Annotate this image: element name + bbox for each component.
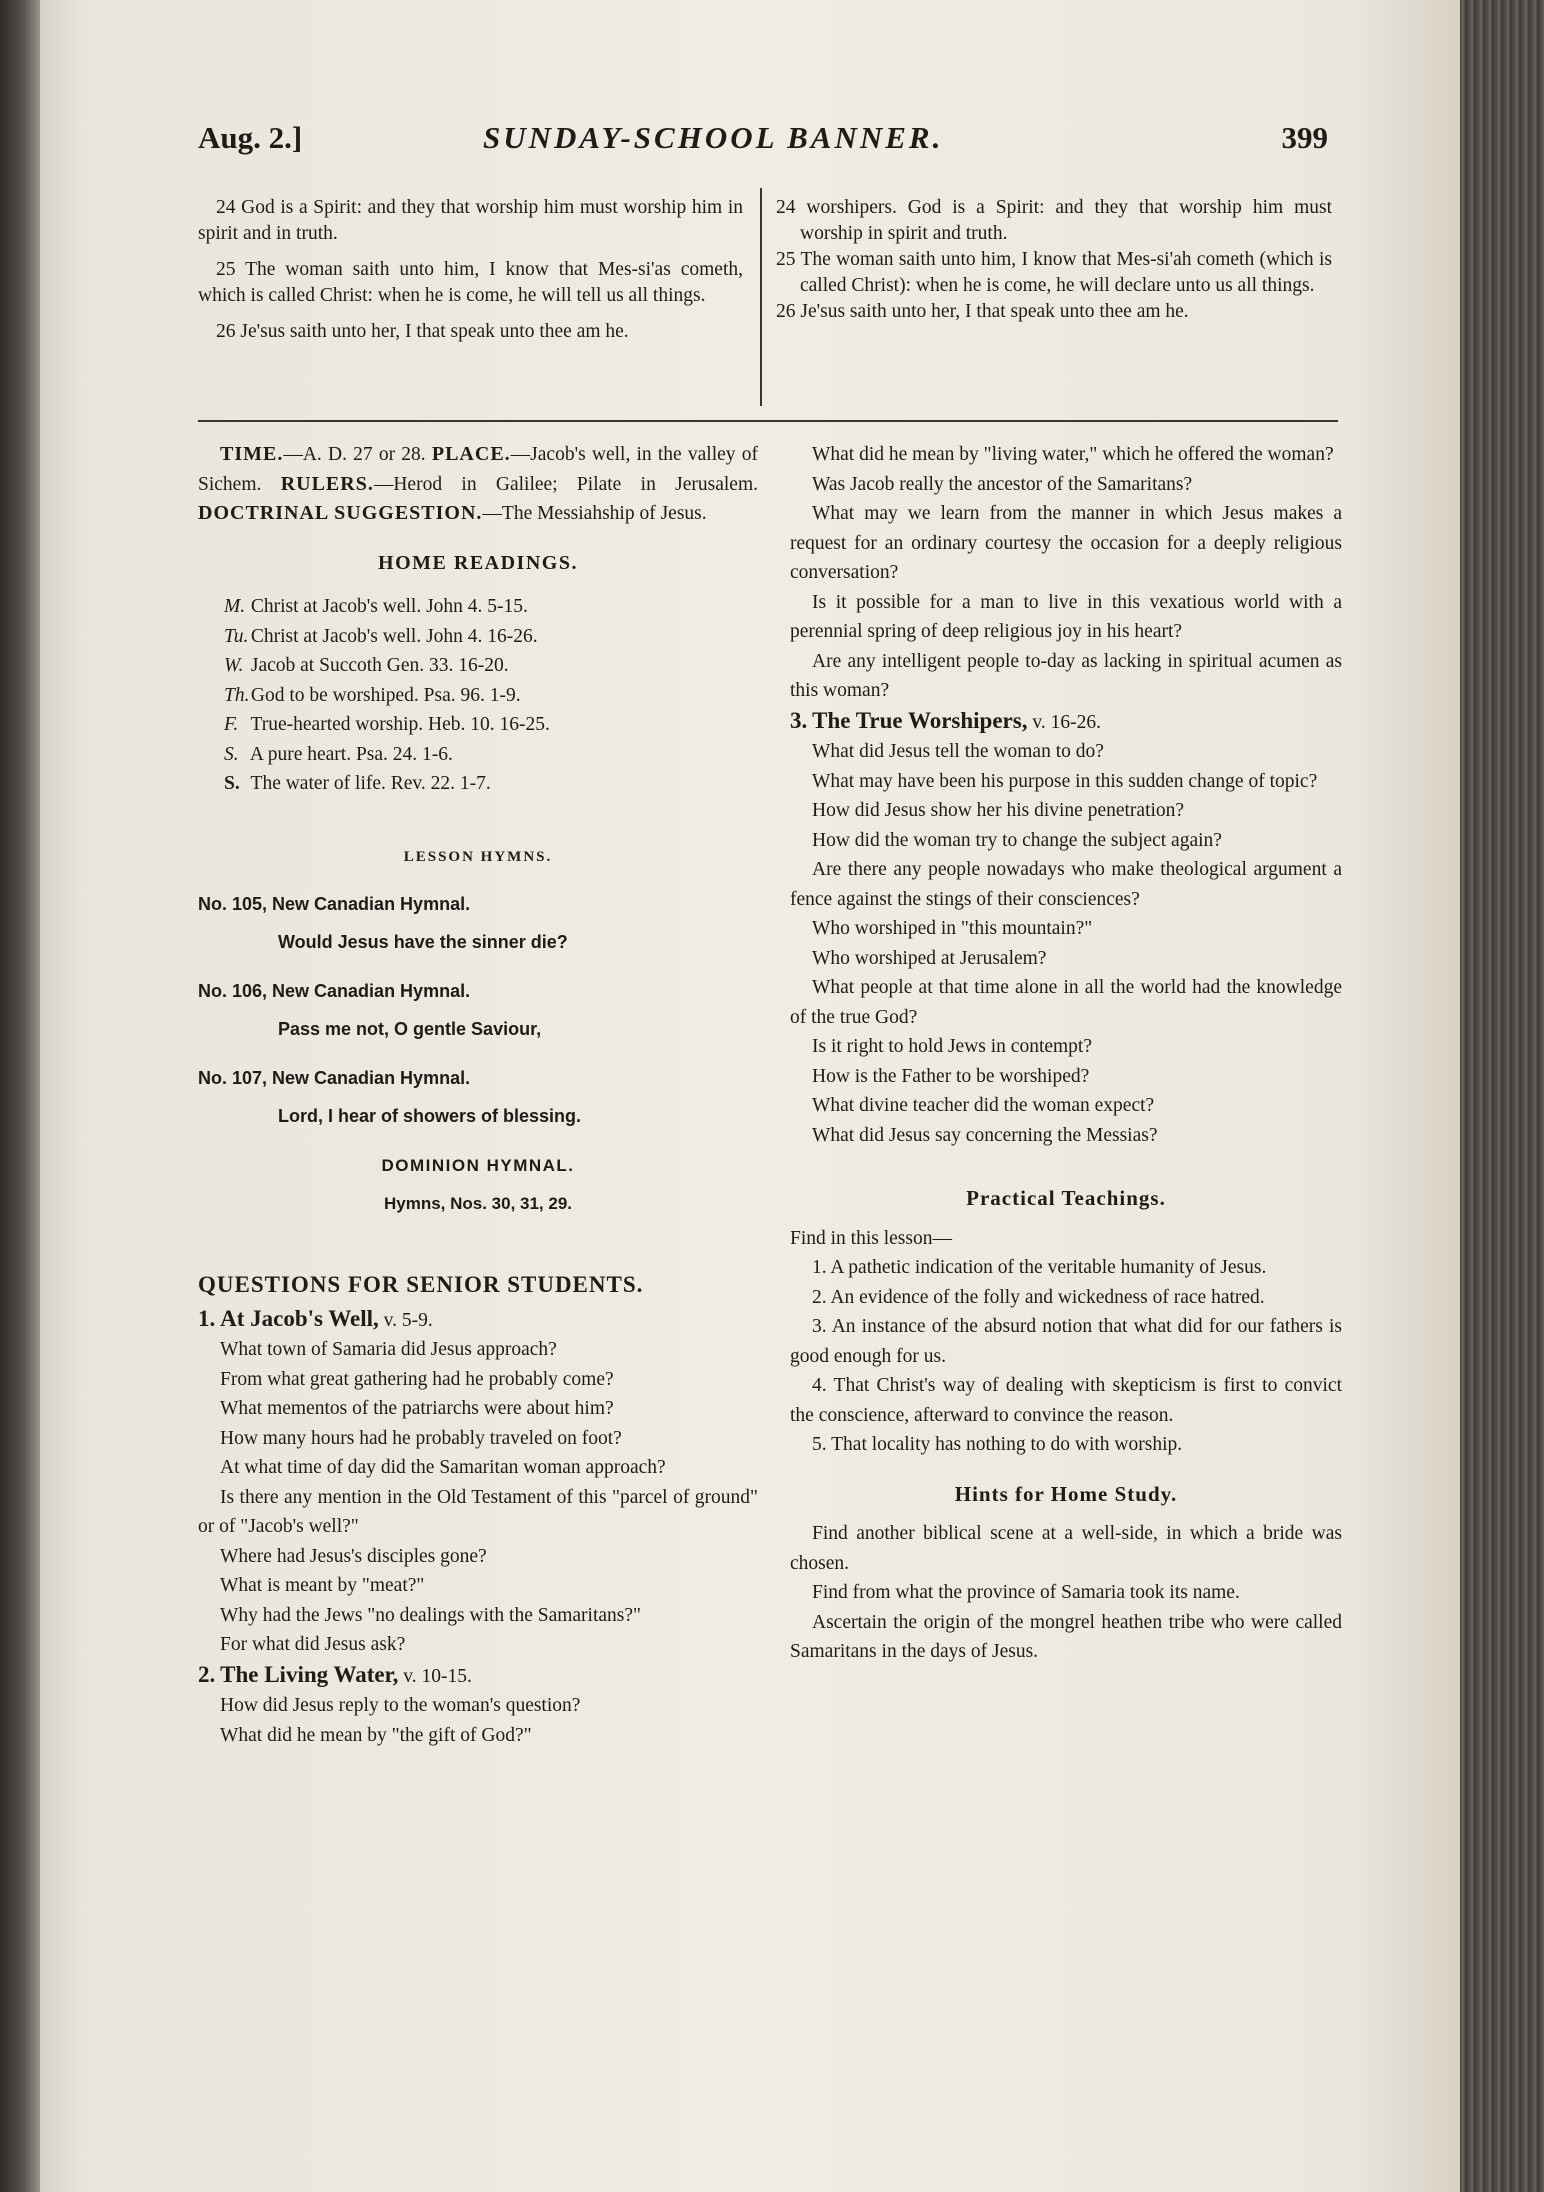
verse-24-rv: 24 worshipers. God is a Spirit: and they that worship him must worship in spirit and truth. bbox=[776, 197, 1332, 244]
teaching-item: 4. That Christ's way of dealing with skepticism is first to convict the conscience, afterward to convince the reason. bbox=[790, 1375, 1342, 1426]
dominion-hymnal-heading: DOMINION HYMNAL. bbox=[381, 1156, 575, 1175]
hymn-number: No. 105, New Canadian Hymnal. bbox=[198, 894, 471, 914]
verses-authorized-version bbox=[198, 195, 743, 355]
running-header bbox=[198, 120, 1328, 160]
doctrinal-label: DOCTRINAL SUGGESTION. bbox=[198, 502, 483, 524]
verse-25-av: 25 The woman saith unto him, I know that Mes-si'as cometh, which is called Christ: when he is come, he will tell us all things. bbox=[198, 259, 743, 306]
question: Why had the Jews "no dealings with the Samaritans?" bbox=[220, 1604, 641, 1626]
question: How did Jesus reply to the woman's question? bbox=[220, 1695, 581, 1716]
question: How did the woman try to change the subject again? bbox=[812, 829, 1222, 851]
question: What mementos of the patriarchs were about him? bbox=[220, 1398, 614, 1419]
time-text: —A. D. 27 or 28. bbox=[283, 444, 426, 465]
question: Is it possible for a man to live in this vexatious world with a perennial spring of deep religious joy in his heart? bbox=[790, 591, 1342, 642]
question: From what great gathering had he probably come? bbox=[220, 1368, 614, 1390]
question: What did Jesus tell the woman to do? bbox=[812, 741, 1104, 762]
hint-item: Find another biblical scene at a well-side, in which a bride was chosen. bbox=[790, 1523, 1342, 1574]
hymn-title: Would Jesus have the sinner die? bbox=[278, 931, 568, 952]
header-date: Aug. 2.] bbox=[198, 120, 303, 155]
practical-teachings-heading: Practical Teachings. bbox=[966, 1186, 1166, 1210]
senior-questions-heading: QUESTIONS FOR SENIOR STUDENTS. bbox=[198, 1272, 644, 1297]
question: What did Jesus say concerning the Messias? bbox=[812, 1124, 1158, 1146]
hint-item: Find from what the province of Samaria took its name. bbox=[812, 1582, 1240, 1603]
question: At what time of day did the Samaritan woman approach? bbox=[220, 1457, 666, 1478]
place-label: PLACE. bbox=[431, 443, 511, 465]
teaching-item: 2. An evidence of the folly and wickedness of race hatred. bbox=[812, 1286, 1265, 1308]
lesson-intro bbox=[198, 440, 758, 529]
section-2-heading: 2. The Living Water, v. 10-15. bbox=[198, 1661, 472, 1687]
section-1-heading: 1. At Jacob's Well, v. 5-9. bbox=[198, 1305, 433, 1331]
reading-item: Tu. Christ at Jacob's well. John 4. 16-26. bbox=[224, 625, 538, 647]
question: Is it right to hold Jews in contempt? bbox=[812, 1036, 1093, 1057]
dominion-hymnal-numbers: Hymns, Nos. 30, 31, 29. bbox=[383, 1193, 573, 1213]
question: What town of Samaria did Jesus approach? bbox=[220, 1339, 557, 1360]
practical-intro: Find in this lesson— bbox=[790, 1227, 952, 1249]
question: Was Jacob really the ancestor of the Samaritans? bbox=[812, 473, 1193, 495]
hymn-title: Pass me not, O gentle Saviour, bbox=[278, 1018, 542, 1039]
verse-column-divider bbox=[760, 188, 762, 406]
time-label: TIME. bbox=[220, 443, 284, 465]
teaching-item: 5. That locality has nothing to do with worship. bbox=[812, 1434, 1183, 1455]
question: What is meant by "meat?" bbox=[220, 1575, 425, 1596]
header-title: SUNDAY-SCHOOL BANNER. bbox=[483, 120, 944, 155]
question: What did he mean by "the gift of God?" bbox=[220, 1724, 532, 1746]
question: What did he mean by "living water," which he offered the woman? bbox=[812, 444, 1334, 465]
rulers-label: RULERS. bbox=[280, 472, 374, 495]
home-readings-heading: HOME READINGS. bbox=[378, 551, 578, 574]
left-column bbox=[198, 440, 758, 1750]
hymn-number: No. 107, New Canadian Hymnal. bbox=[198, 1068, 471, 1088]
page-number: 399 bbox=[1281, 120, 1328, 155]
question: What may we learn from the manner in which Jesus makes a request for an ordinary courtesy the occasion for a deeply religious conversation? bbox=[790, 503, 1342, 583]
verse-25-rv: 25 The woman saith unto him, I know that Mes-si'ah cometh (which is called Christ): when he is come, he will declare unto us all things. bbox=[776, 249, 1332, 296]
teaching-item: 1. A pathetic indication of the veritable humanity of Jesus. bbox=[812, 1257, 1267, 1278]
hints-heading: Hints for Home Study. bbox=[954, 1481, 1178, 1506]
question: Who worshiped in "this mountain?" bbox=[812, 918, 1093, 939]
question: What divine teacher did the woman expect? bbox=[812, 1095, 1155, 1116]
hymn-number: No. 106, New Canadian Hymnal. bbox=[198, 981, 471, 1001]
teaching-item: 3. An instance of the absurd notion that what did for our fathers is good enough for us. bbox=[790, 1316, 1342, 1367]
right-column bbox=[790, 440, 1342, 1667]
book-binding-left bbox=[0, 0, 40, 2192]
question: Where had Jesus's disciples gone? bbox=[220, 1545, 487, 1567]
rulers-text: —Herod in Galilee; Pilate in Jerusalem. bbox=[373, 473, 758, 495]
question: Who worshiped at Jerusalem? bbox=[812, 947, 1047, 969]
verse-24-av: 24 God is a Spirit: and they that worship him must worship him in spirit and in truth. bbox=[198, 197, 743, 244]
question: Is there any mention in the Old Testament of this "parcel of ground" or of "Jacob's well?" bbox=[198, 1486, 758, 1537]
doctrinal-text: —The Messiahship of Jesus. bbox=[482, 503, 707, 524]
reading-item: Th. God to be worshiped. Psa. 96. 1-9. bbox=[224, 684, 521, 706]
reading-item: S. The water of life. Rev. 22. 1-7. bbox=[224, 773, 491, 794]
hint-item: Ascertain the origin of the mongrel heathen tribe who were called Samaritans in the days of Jesus. bbox=[790, 1611, 1342, 1662]
question: Are there any people nowadays who make theological argument a fence against the stings of their consciences? bbox=[790, 859, 1342, 910]
question: Are any intelligent people to-day as lacking in spiritual acumen as this woman? bbox=[790, 650, 1342, 701]
question: For what did Jesus ask? bbox=[220, 1634, 406, 1655]
reading-item: M. Christ at Jacob's well. John 4. 5-15. bbox=[224, 596, 528, 617]
book-page-edges bbox=[1460, 0, 1544, 2192]
section-3-heading: 3. The True Worshipers, v. 16-26. bbox=[790, 707, 1101, 733]
question: What people at that time alone in all the world had the knowledge of the true God? bbox=[790, 977, 1342, 1028]
place-text: —Jacob's well, in the valley of Sichem. bbox=[198, 444, 758, 495]
lesson-hymns-heading: LESSON HYMNS. bbox=[403, 848, 553, 865]
question: How many hours had he probably traveled on foot? bbox=[220, 1427, 622, 1449]
reading-item: S. A pure heart. Psa. 24. 1-6. bbox=[224, 743, 453, 765]
verse-26-av: 26 Je'sus saith unto her, I that speak unto thee am he. bbox=[216, 321, 629, 342]
question: How is the Father to be worshiped? bbox=[812, 1065, 1090, 1087]
reading-item: F. True-hearted worship. Heb. 10. 16-25. bbox=[224, 714, 550, 735]
reading-item: W. Jacob at Succoth Gen. 33. 16-20. bbox=[224, 655, 509, 676]
verse-26-rv: 26 Je'sus saith unto her, I that speak unto thee am he. bbox=[776, 301, 1189, 322]
verses-revised-version bbox=[776, 195, 1332, 325]
hymn-title: Lord, I hear of showers of blessing. bbox=[278, 1105, 582, 1126]
question: How did Jesus show her his divine penetration? bbox=[812, 800, 1185, 821]
section-rule bbox=[198, 420, 1338, 422]
question: What may have been his purpose in this sudden change of topic? bbox=[812, 770, 1318, 792]
